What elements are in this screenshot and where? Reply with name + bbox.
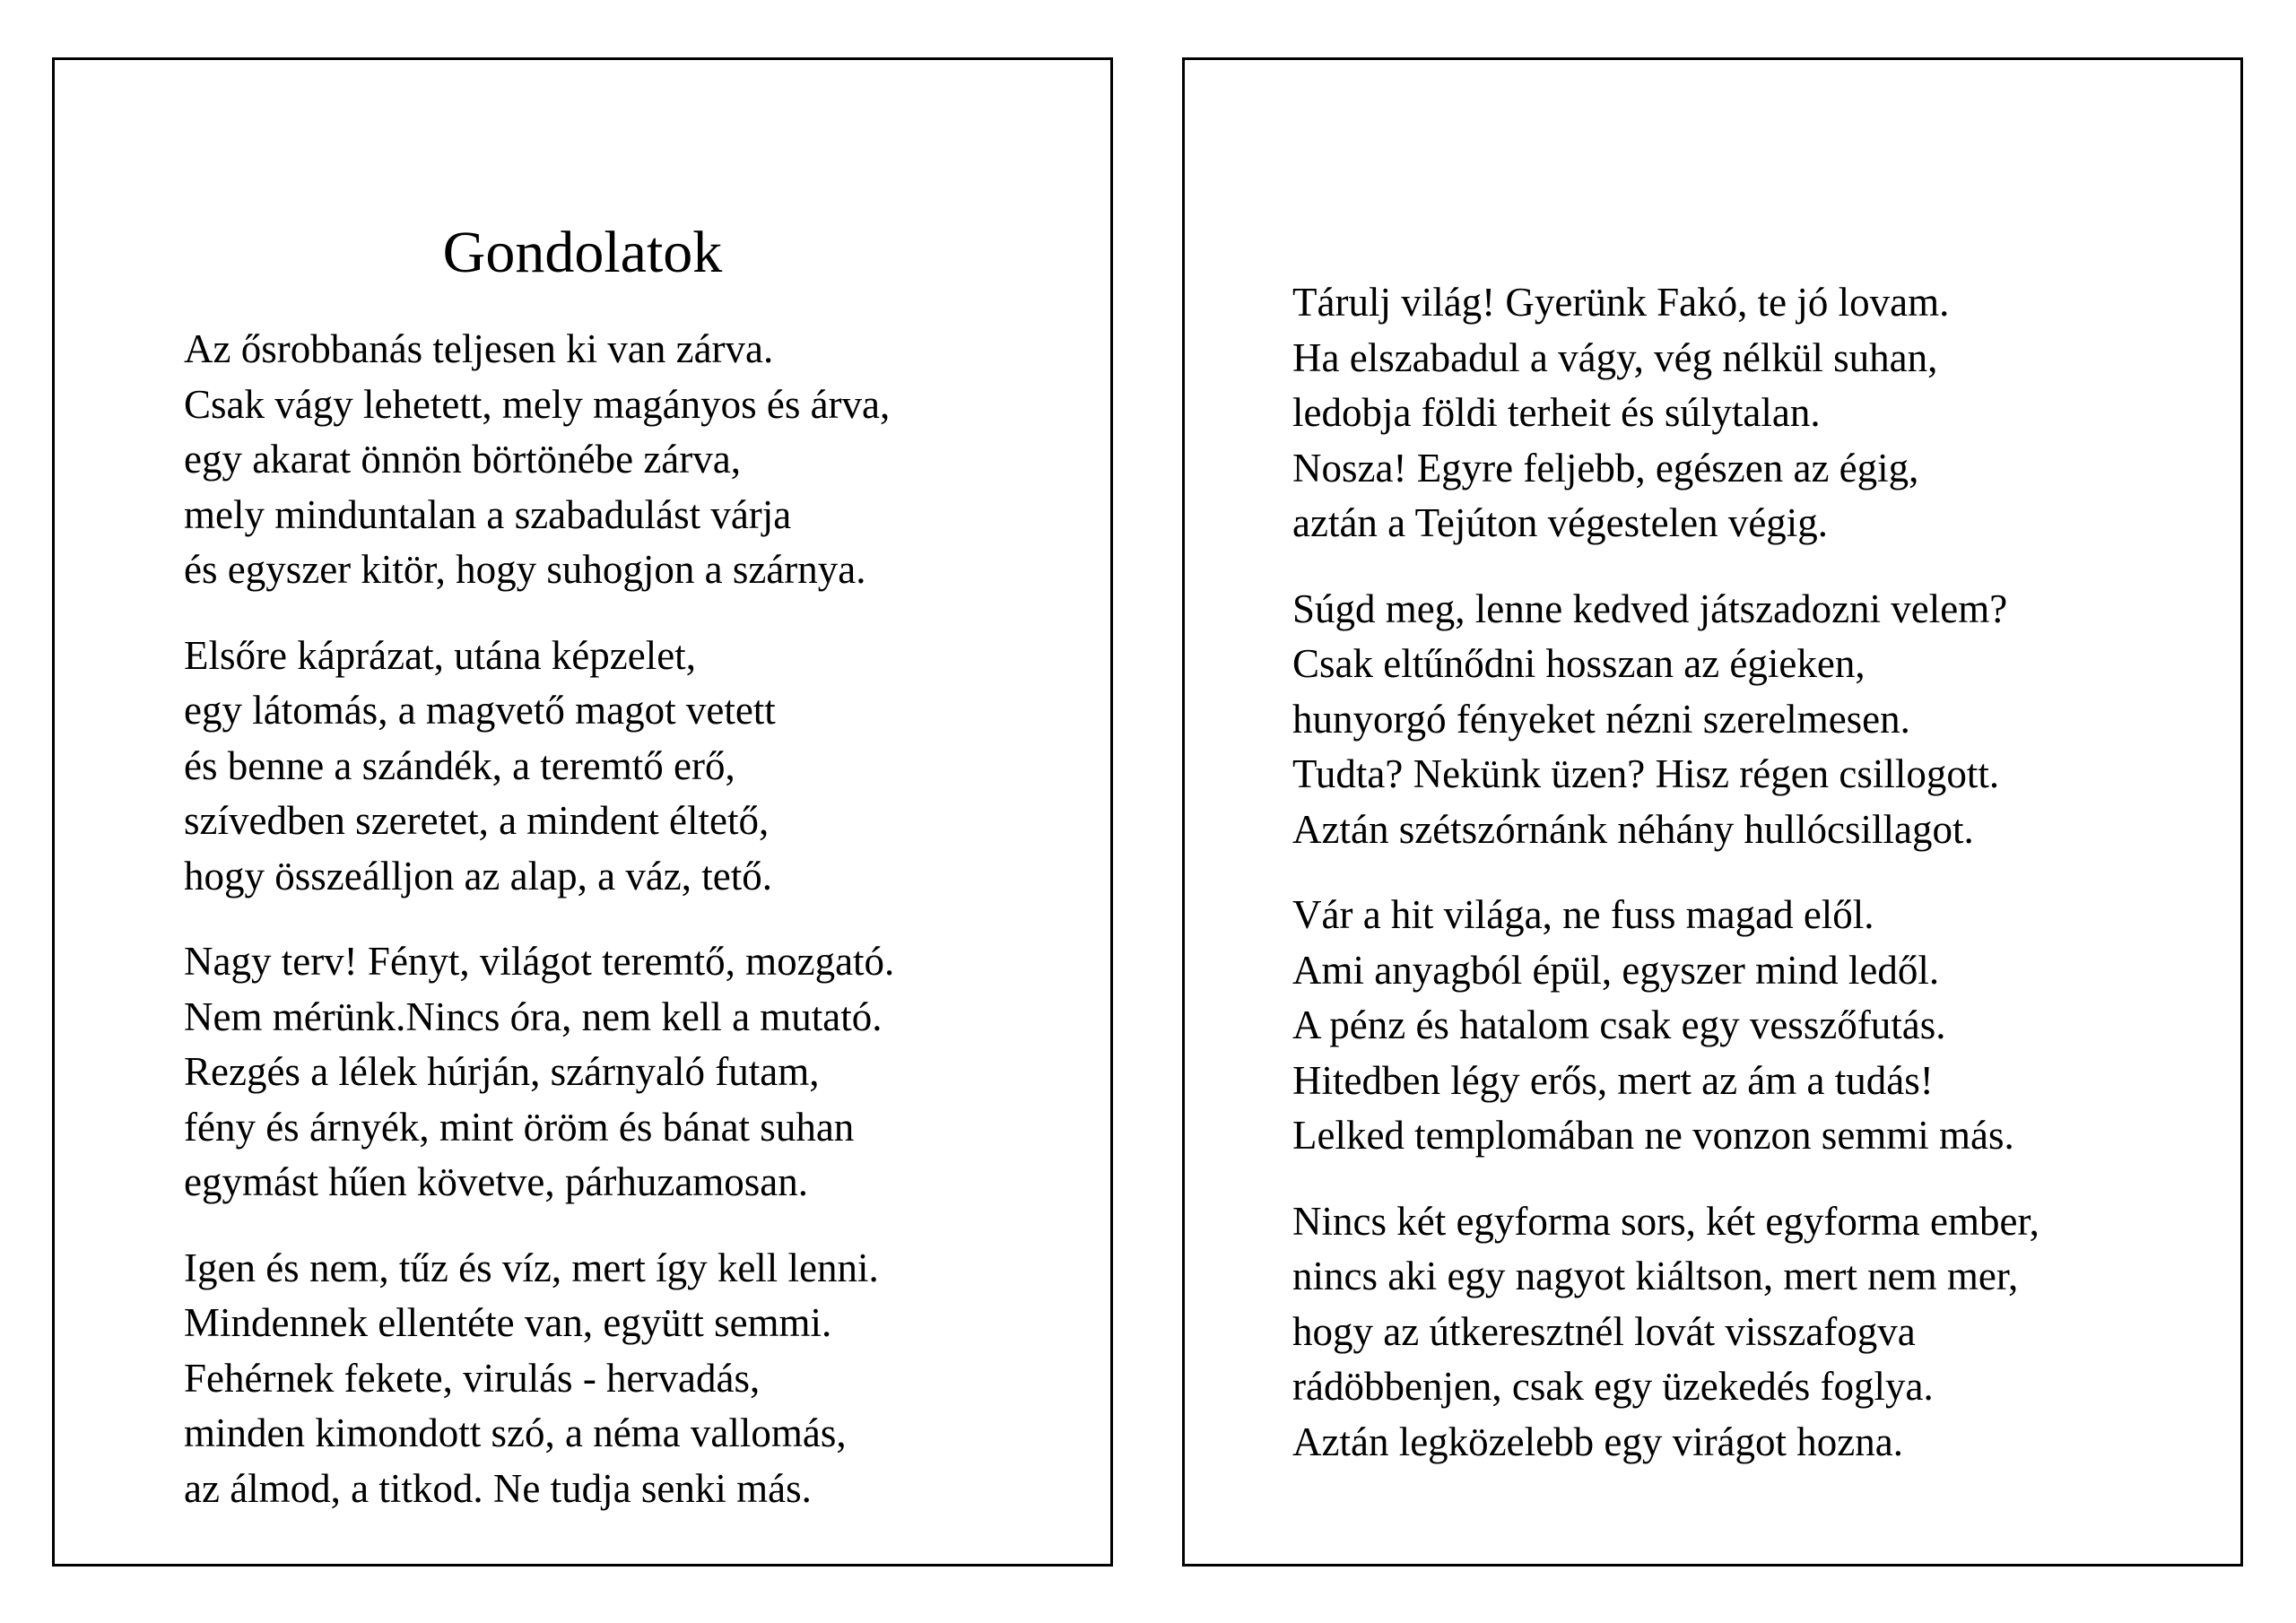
poem-line: Súgd meg, lenne kedved játszadozni velem?	[1292, 586, 2008, 631]
poem-line: Vár a hit világa, ne fuss magad elől.	[1292, 892, 1874, 937]
stanza	[1292, 582, 2207, 858]
poem-line: minden kimondott szó, a néma vallomás,	[184, 1410, 847, 1455]
poem-line: Rezgés a lélek húrján, szárnyaló futam,	[184, 1049, 820, 1094]
poem-line: fény és árnyék, mint öröm és bánat suhan	[184, 1104, 855, 1150]
stanza	[184, 629, 1099, 905]
poem-line: Elsőre káprázat, utána képzelet,	[184, 632, 696, 678]
poem-line: hogy összeálljon az alap, a váz, tető.	[184, 853, 772, 898]
poem-line: szívedben szeretet, a mindent éltető,	[184, 798, 770, 843]
poem-title: Gondolatok	[442, 220, 723, 285]
poem-line: Nagy terv! Fényt, világot teremtő, mozgató.	[184, 939, 895, 984]
poem-line: Aztán legközelebb egy virágot hozna.	[1292, 1419, 1903, 1464]
poem-line: egymást hűen követve, párhuzamosan.	[184, 1159, 809, 1204]
poem-line: Nem mérünk.Nincs óra, nem kell a mutató.	[184, 994, 883, 1039]
poem-line: az álmod, a titkod. Ne tudja senki más.	[184, 1465, 812, 1511]
poem-line: nincs aki egy nagyot kiáltson, mert nem mer,	[1292, 1254, 2019, 1298]
poem-body-left	[184, 322, 1099, 1547]
poem-line: Csak vágy lehetett, mely magányos és árva,	[184, 381, 891, 427]
poem-line: és egyszer kitör, hogy suhogjon a szárnya.	[184, 547, 866, 592]
poem-line: hogy az útkeresztnél lovát visszafogva	[1292, 1308, 1916, 1354]
stanza	[1292, 275, 2207, 551]
poem-line: ledobja földi terheit és súlytalan.	[1292, 390, 1821, 435]
poem-line: egy akarat önnön börtönébe zárva,	[184, 437, 741, 482]
poem-line: Tudta? Nekünk üzen? Hisz régen csillogott.	[1292, 751, 2000, 796]
poem-line: A pénz és hatalom csak egy vesszőfutás.	[1292, 1002, 1946, 1047]
poem-line: Igen és nem, tűz és víz, mert így kell lenni.	[184, 1245, 879, 1290]
right-page	[1182, 57, 2243, 1567]
left-page	[52, 57, 1113, 1567]
stanza	[184, 322, 1099, 598]
poem-body-right	[1292, 275, 2207, 1500]
stanza	[184, 934, 1099, 1211]
poem-line: rádöbbenjen, csak egy üzekedés foglya.	[1292, 1364, 1934, 1409]
poem-line: Ami anyagból épül, egyszer mind ledől.	[1292, 947, 1940, 993]
poem-line: Hitedben légy erős, mert az ám a tudás!	[1292, 1057, 1934, 1103]
poem-line: Lelked templomában ne vonzon semmi más.	[1292, 1113, 2014, 1158]
poem-line: Csak eltűnődni hosszan az égieken,	[1292, 641, 1866, 686]
poem-line: aztán a Tejúton végestelen végig.	[1292, 500, 1829, 545]
poem-line: Nosza! Egyre feljebb, egészen az égig,	[1292, 445, 1919, 490]
poem-line: Mindennek ellentéte van, együtt semmi.	[184, 1300, 832, 1345]
poem-line: mely minduntalan a szabadulást várja	[184, 491, 792, 537]
poem-line: Fehérnek fekete, virulás - hervadás,	[184, 1355, 761, 1401]
poem-line: Aztán szétszórnánk néhány hullócsillagot.	[1292, 806, 1974, 852]
poem-line: egy látomás, a magvető magot vetett	[184, 688, 776, 733]
poem-line: Ha elszabadul a vágy, vég nélkül suhan,	[1292, 334, 1938, 380]
stanza	[1292, 1194, 2207, 1471]
poem-line: Nincs két egyforma sors, két egyforma ember,	[1292, 1198, 2039, 1244]
stanza	[184, 1241, 1099, 1517]
poem-line: és benne a szándék, a teremtő erő,	[184, 742, 735, 788]
stanza	[1292, 888, 2207, 1164]
poem-line: Tárulj világ! Gyerünk Fakó, te jó lovam.	[1292, 280, 1950, 325]
poem-line: Az ősrobbanás teljesen ki van zárva.	[184, 326, 774, 371]
poem-line: hunyorgó fényeket nézni szerelmesen.	[1292, 696, 1910, 742]
